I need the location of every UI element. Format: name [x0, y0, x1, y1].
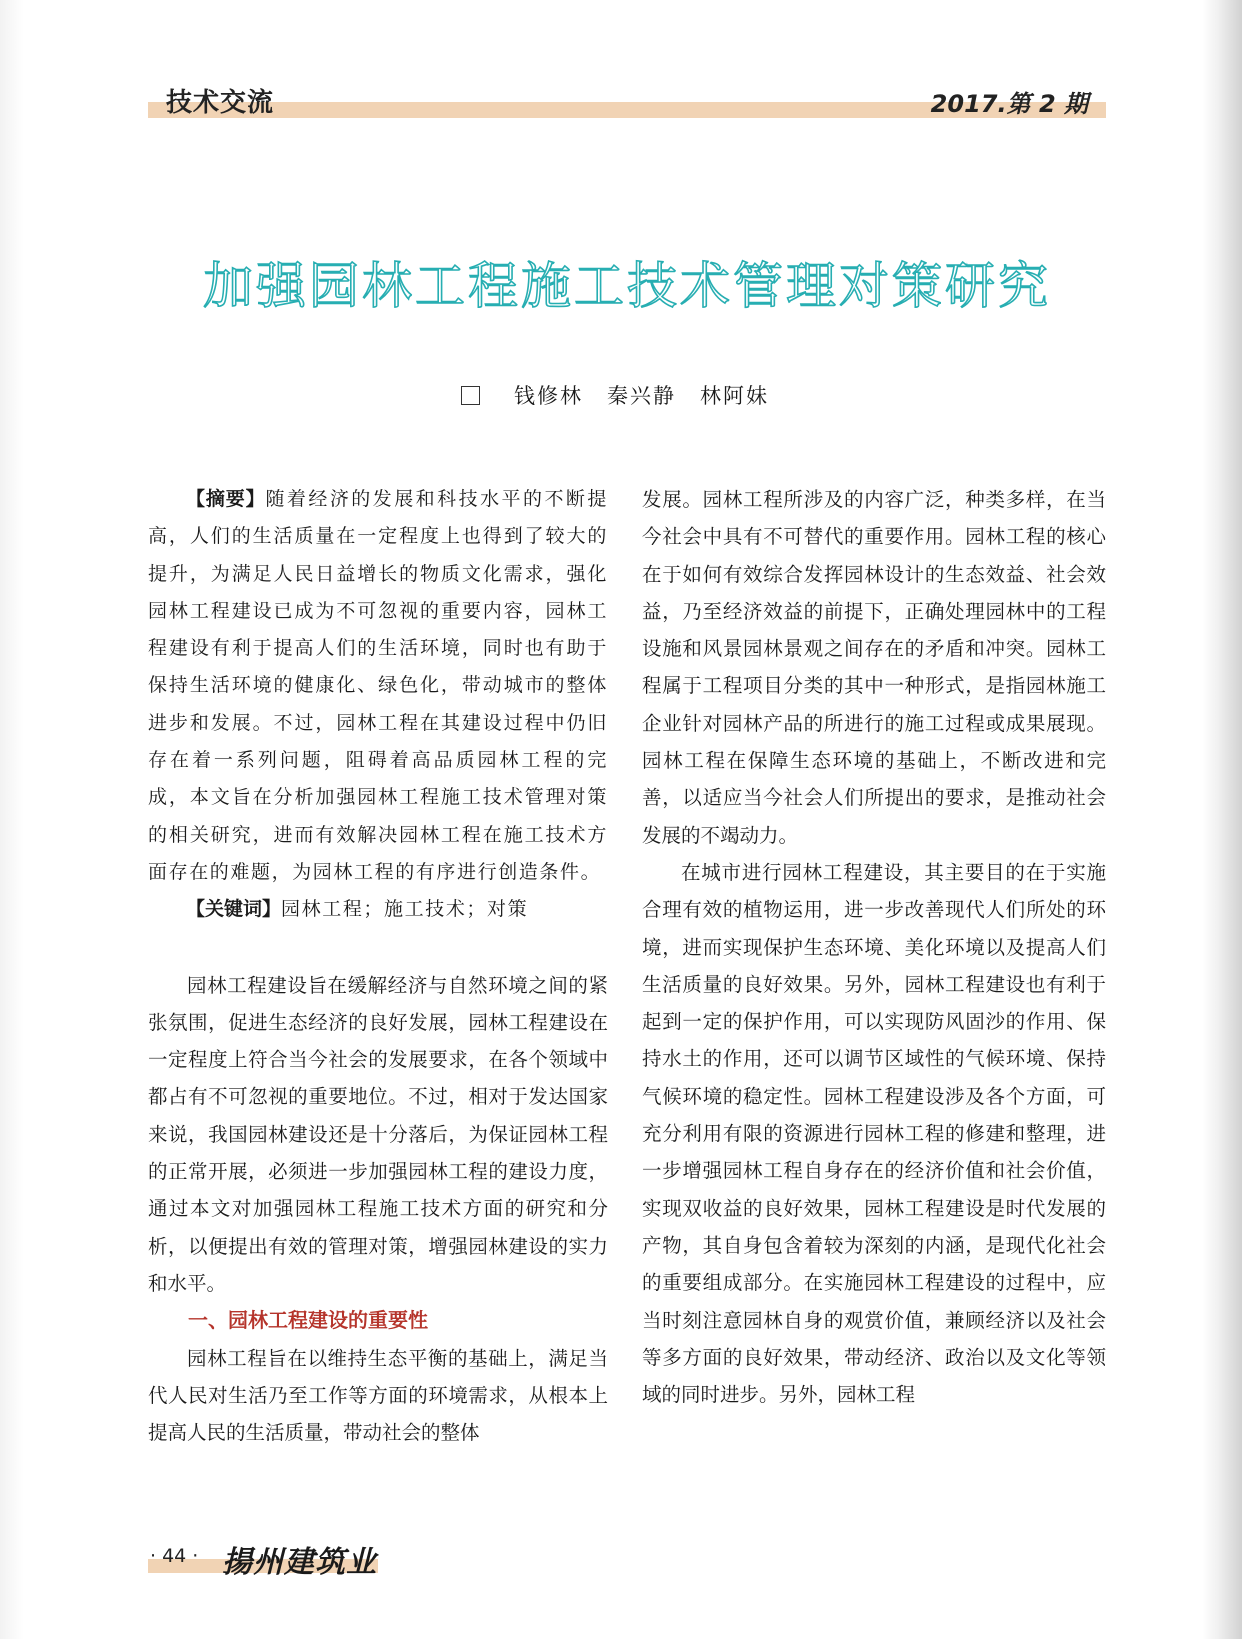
section-heading: 一、园林工程建设的重要性: [188, 1308, 428, 1333]
spacer: [148, 929, 608, 967]
keywords-paragraph: [148, 891, 608, 928]
section1-paragraph-2: 在城市进行园林工程建设，其主要目的在于实施合理有效的植物运用，进一步改善现代人们所处的环境，进而实现保护生态环境、美化环境以及提高人们生活质量的良好效果。另外，园林工程建设也有利于起到一定的保护作用，可以实现防风固沙的作用、保持水土的作用，还可以调节区域性的气候环境、保持气候环境的稳定性。园林工程建设涉及各个方面，可充分利用有限的资源进行园林工程的修建和整理，进一步增强园林工程自身存在的经济价值和社会价值，实现双收益的良好效果，园林工程建设是时代发展的产物，其自身包含着较为深刻的内涵，是现代化社会的重要组成部分。在实施园林工程建设的过程中，应当时刻注意园林自身的观赏价值，兼顾经济以及社会等多方面的良好效果，带动经济、政治以及文化等领域的同时进步。另外，园林工程: [642, 860, 1106, 1407]
author-name: 钱修林: [514, 384, 583, 408]
keywords-label: 【关键词】: [186, 898, 282, 921]
author-name: 林阿妹: [700, 384, 769, 408]
author-name: 秦兴静: [607, 384, 676, 408]
abstract-text: 随着经济的发展和科技水平的不断提高，人们的生活质量在一定程度上也得到了较大的提升，为满足人民日益增长的物质文化需求，强化园林工程建设已成为不可忽视的重要内容，园林工程建设有利于提高人们的生活环境，同时也有助于保持生活环境的健康化、绿色化，带动城市的整体进步和发展。不过，园林工程在其建设过程中仍旧存在着一系列问题，阻碍着高品质园林工程的完成，本文旨在分析加强园林工程施工技术管理对策的相关研究，进而有效解决园林工程在施工技术方面存在的难题，为园林工程的有序进行创造条件。: [148, 488, 608, 883]
intro-paragraph: 园林工程建设旨在缓解经济与自然环境之间的紧张氛围，促进生态经济的良好发展，园林工程建设在一定程度上符合当今社会的发展要求，在各个领域中都占有不可忽视的重要地位。不过，相对于发达国家来说，我国园林建设还是十分落后，为保证园林工程的正常开展，必须进一步加强园林工程的建设力度，通过本文对加强园林工程施工技术方面的研究和分析，以便提出有效的管理对策，增强园林建设的实力和水平。: [148, 973, 608, 1295]
issue-label: 2017.第 2 期: [930, 90, 1088, 118]
page-footer: [148, 1539, 378, 1580]
section1-paragraph-continued: 发展。园林工程所涉及的内容广泛，种类多样，在当今社会中具有不可替代的重要作用。园林工程的核心在于如何有效综合发挥园林设计的生态效益、社会效益，乃至经济效益的前提下，正确处理园林中的工程设施和风景园林景观之间存在的矛盾和冲突。园林工程属于工程项目分类的其中一种形式，是指园林施工企业针对园林产品的所进行的施工过程或成果展现。园林工程在保障生态环境的基础上，不断改进和完善，以适应当今社会人们所提出的要求，是推动社会发展的不竭动力。: [642, 488, 1106, 847]
keywords-text: 园林工程；施工技术；对策: [281, 898, 529, 921]
section1-paragraph-start: 园林工程旨在以维持生态平衡的基础上，满足当代人民对生活乃至工作等方面的环境需求，从根本上提高人民的生活质量，带动社会的整体: [148, 1346, 608, 1445]
abstract-label: 【摘要】: [186, 488, 266, 510]
page-number: · 44 ·: [150, 1545, 199, 1567]
page-header: [148, 80, 1106, 120]
page-left-shadow: [0, 0, 24, 1639]
article-title: 加强园林工程施工技术管理对策研究: [203, 257, 1051, 315]
author-box-icon: [461, 386, 480, 405]
journal-logo: 揚州建筑业: [222, 1545, 377, 1580]
right-column: [642, 481, 1106, 1413]
left-column: [148, 481, 608, 1451]
author-line: [0, 380, 1242, 410]
section-label: 技术交流: [166, 88, 275, 118]
abstract-paragraph: [148, 481, 608, 891]
page-edge-shadow: [1202, 0, 1242, 1639]
